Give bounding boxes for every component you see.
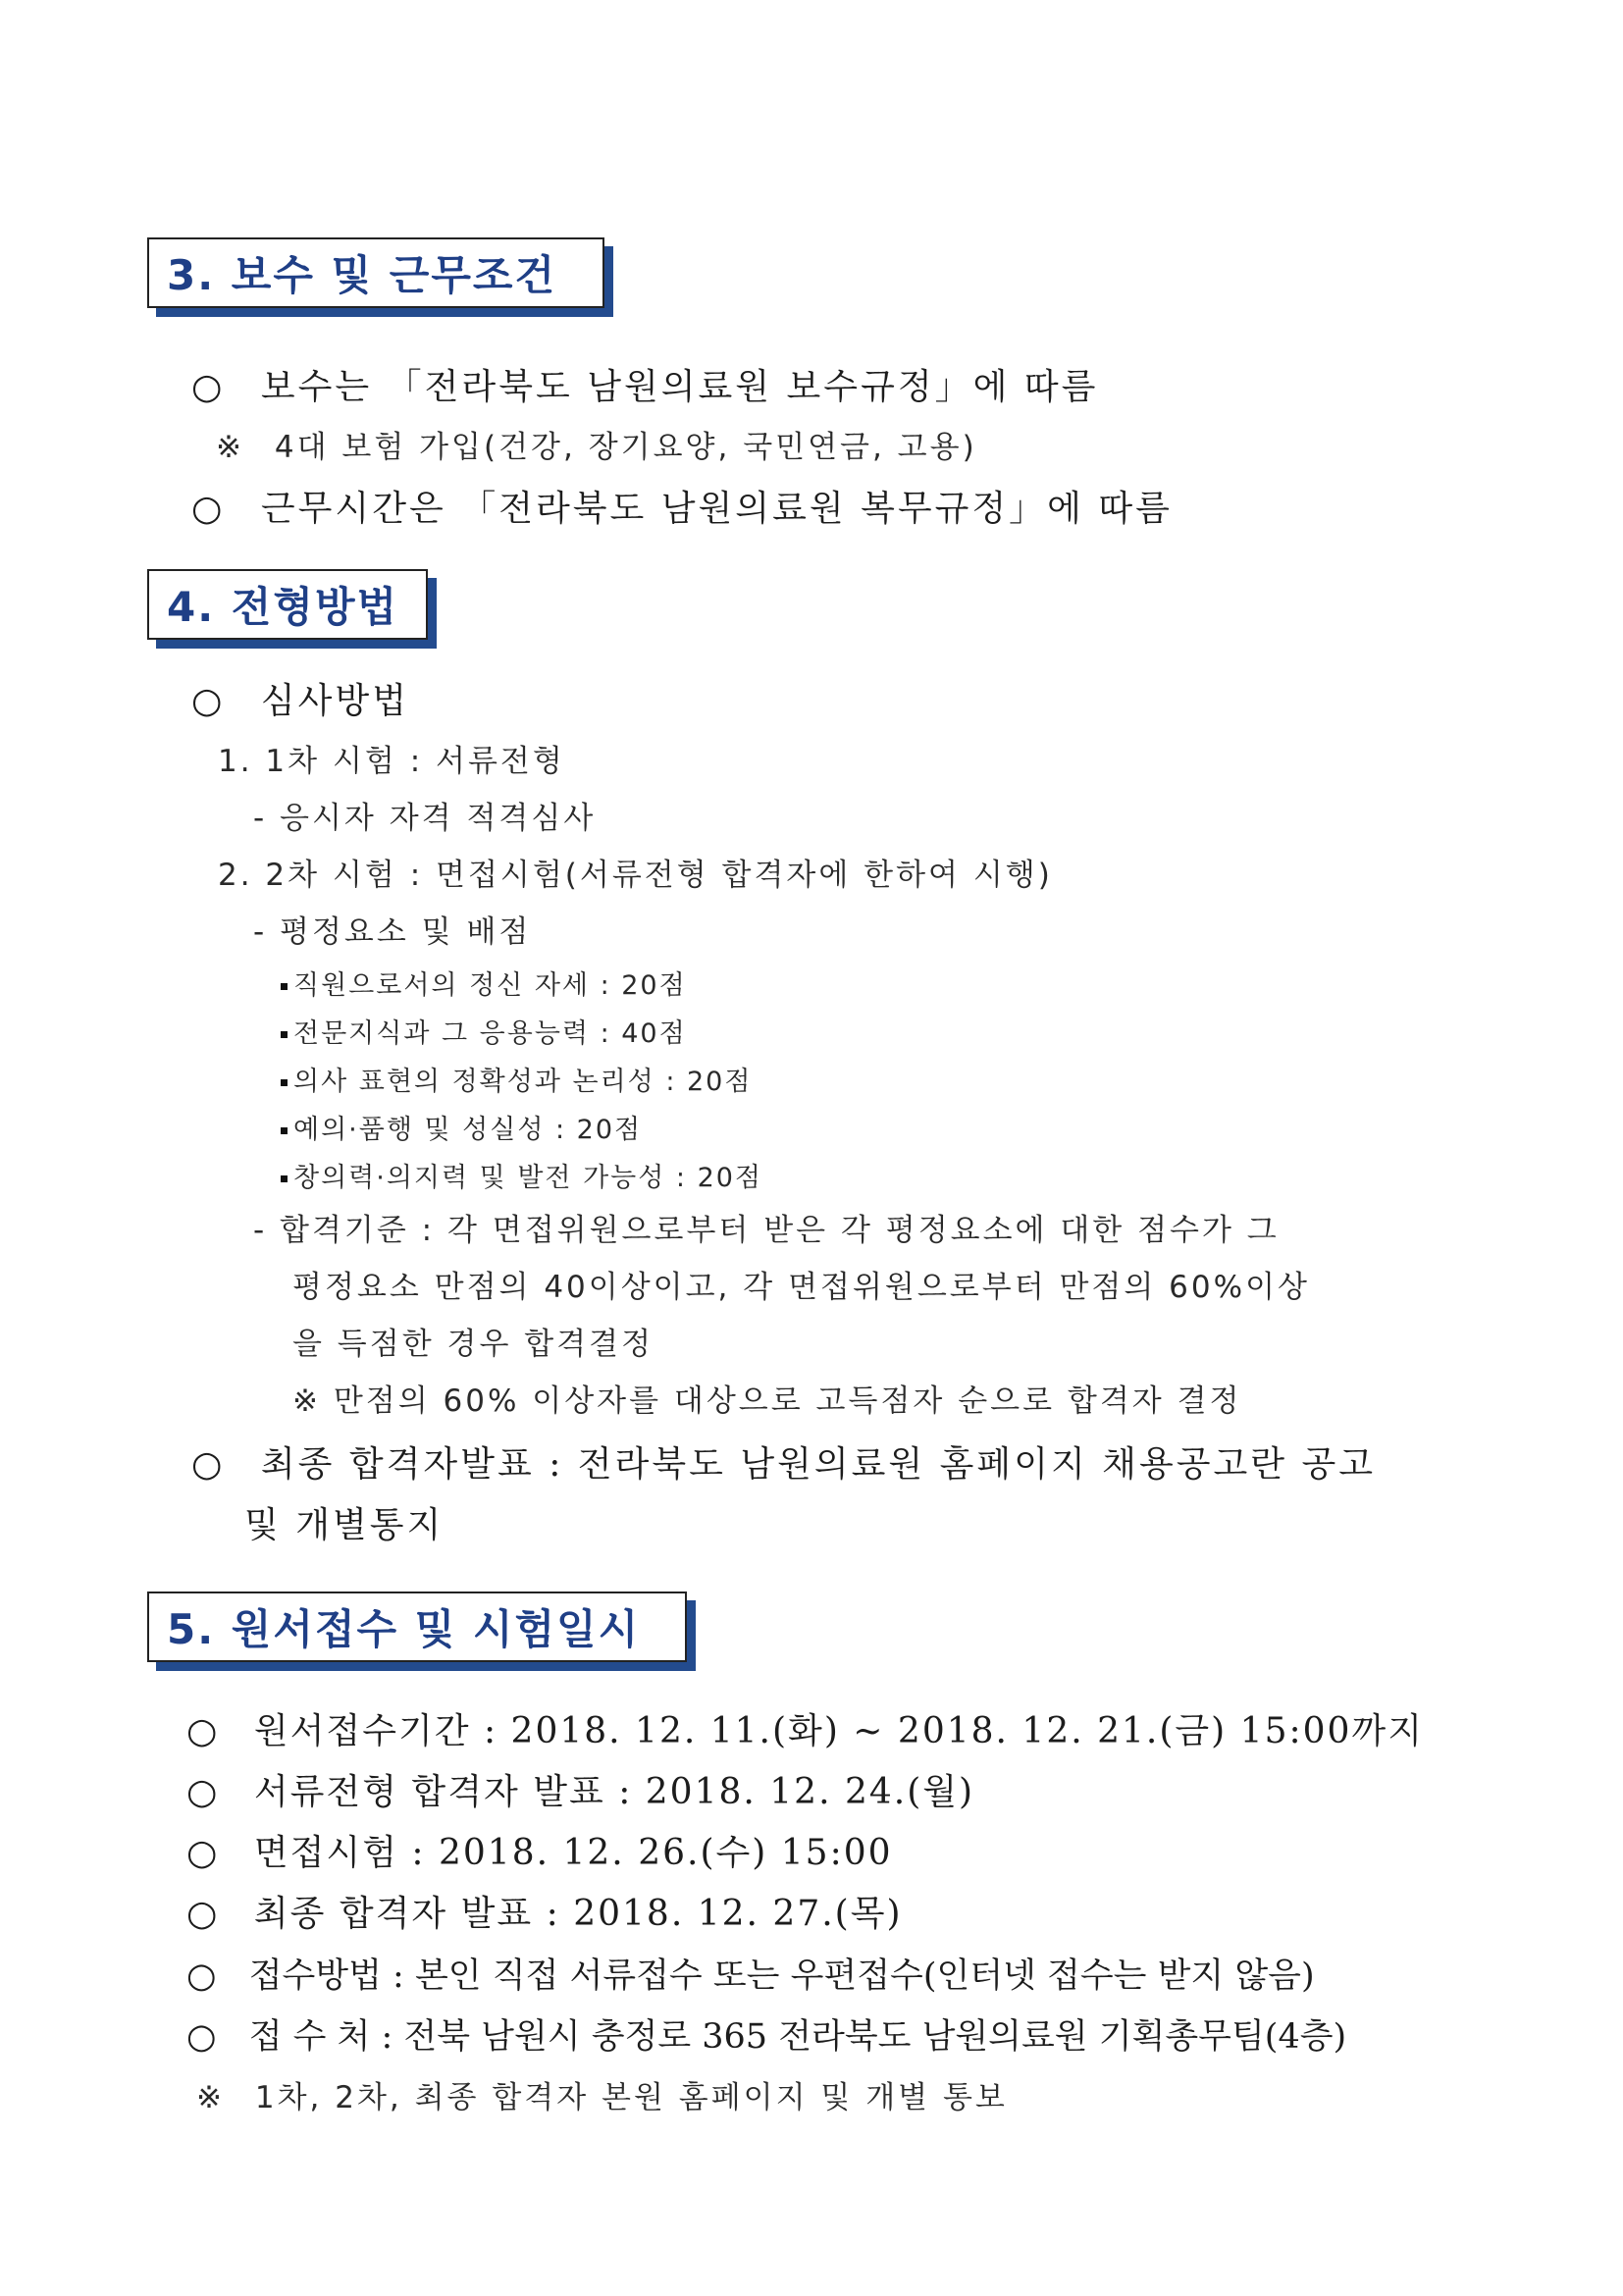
criteria-heading: - 평정요소 및 배점 [253, 914, 532, 950]
insurance-text: 4대 보험 가입(건강, 장기요양, 국민연금, 고용) [274, 430, 977, 465]
pass-criteria-line: 평정요소 만점의 40이상이고, 각 면접위원으로부터 만점의 60%이상 [292, 1270, 1310, 1305]
insurance-note [216, 422, 977, 466]
criteria-text: 의사 표현의 정확성과 논리성 : 20점 [293, 1067, 753, 1097]
criteria-text: 예의·품행 및 성실성 : 20점 [293, 1115, 643, 1145]
method-text: 심사방법 [260, 681, 409, 721]
bullet-circle: ○ [191, 1444, 226, 1485]
square-bullet-icon [281, 983, 288, 990]
schedule-item [186, 1886, 903, 1936]
schedule-note [196, 2072, 1008, 2116]
bullet-circle: ○ [186, 1711, 220, 1751]
schedule-text: 서류전형 합격자 발표 : 2018. 12. 24.(월) [253, 1772, 975, 1812]
criteria-text: 창의력·의지력 및 발전 가능성 : 20점 [293, 1163, 763, 1193]
schedule-item [186, 1703, 1424, 1753]
bullet-circle: ○ [191, 489, 226, 529]
final-announcement-text: 최종 합격자발표 : 전라북도 남원의료원 홈페이지 채용공고란 공고 [260, 1444, 1377, 1485]
criteria-item [281, 1012, 687, 1050]
criteria-item [281, 1108, 642, 1146]
schedule-text: 원서접수기간 : 2018. 12. 11.(화) ~ 2018. 12. 21.(금) 15:00까지 [253, 1711, 1424, 1751]
final-announcement-cont: 및 개별통지 [244, 1505, 445, 1545]
section-title: 4. 전형방법 [167, 583, 399, 631]
square-bullet-icon [281, 1031, 288, 1038]
pass-criteria-line: 을 득점한 경우 합격결정 [292, 1327, 654, 1362]
step1-detail: - 응시자 자격 적격심사 [253, 801, 597, 836]
schedule-item [186, 2009, 1346, 2059]
hours-rule-line [191, 481, 1173, 531]
bullet-circle: ○ [186, 1957, 217, 1996]
section-heading-pay [147, 237, 604, 308]
step1-line: 1. 1차 시험 : 서류전형 [218, 744, 565, 779]
pass-note: ※ 만점의 60% 이상자를 대상으로 고득점자 순으로 합격자 결정 [292, 1383, 1242, 1419]
hours-rule-text: 근무시간은 「전라북도 남원의료원 복무규정」에 따름 [260, 489, 1173, 529]
reference-mark: ※ [216, 430, 244, 465]
pass-criteria-line: - 합격기준 : 각 면접위원으로부터 받은 각 평정요소에 대한 점수가 그 [253, 1213, 1280, 1248]
schedule-item [186, 1949, 1315, 1998]
pay-rule-text: 보수는 「전라북도 남원의료원 보수규정」에 따름 [260, 367, 1099, 407]
criteria-text: 직원으로서의 정신 자세 : 20점 [293, 970, 687, 1001]
step2-line: 2. 2차 시험 : 면접시험(서류전형 합격자에 한하여 시행) [218, 858, 1053, 893]
bullet-circle: ○ [186, 1772, 220, 1812]
bullet-circle: ○ [191, 367, 226, 407]
criteria-item [281, 964, 687, 1002]
bullet-circle: ○ [191, 681, 226, 721]
criteria-item [281, 1156, 762, 1194]
square-bullet-icon [281, 1079, 288, 1086]
schedule-text: 최종 합격자 발표 : 2018. 12. 27.(목) [253, 1894, 903, 1934]
square-bullet-icon [281, 1127, 288, 1134]
bullet-circle: ○ [186, 1894, 220, 1934]
section-heading-selection [147, 569, 428, 640]
pay-rule-line [191, 359, 1098, 409]
section-title: 5. 원서접수 및 시험일시 [167, 1605, 641, 1653]
schedule-item [186, 1764, 974, 1814]
bullet-circle: ○ [186, 1833, 220, 1873]
schedule-text: 면접시험 : 2018. 12. 26.(수) 15:00 [253, 1833, 893, 1873]
reference-mark: ※ [196, 2080, 225, 2115]
section-heading-schedule [147, 1592, 687, 1662]
criteria-item [281, 1060, 752, 1098]
method-heading [191, 673, 409, 723]
schedule-text: 접수방법 : 본인 직접 서류접수 또는 우편접수(인터넷 접수는 받지 않음) [248, 1957, 1315, 1996]
schedule-note-text: 1차, 2차, 최종 합격자 본원 홈페이지 및 개별 통보 [254, 2080, 1008, 2115]
schedule-text: 접 수 처 : 전북 남원시 충정로 365 전라북도 남원의료원 기획총무팀(4층) [248, 2017, 1347, 2057]
bullet-circle: ○ [186, 2017, 217, 2057]
square-bullet-icon [281, 1175, 288, 1182]
final-announcement [191, 1436, 1376, 1487]
section-title: 3. 보수 및 근무조건 [167, 251, 557, 299]
schedule-item [186, 1825, 893, 1875]
criteria-text: 전문지식과 그 응용능력 : 40점 [293, 1018, 687, 1049]
